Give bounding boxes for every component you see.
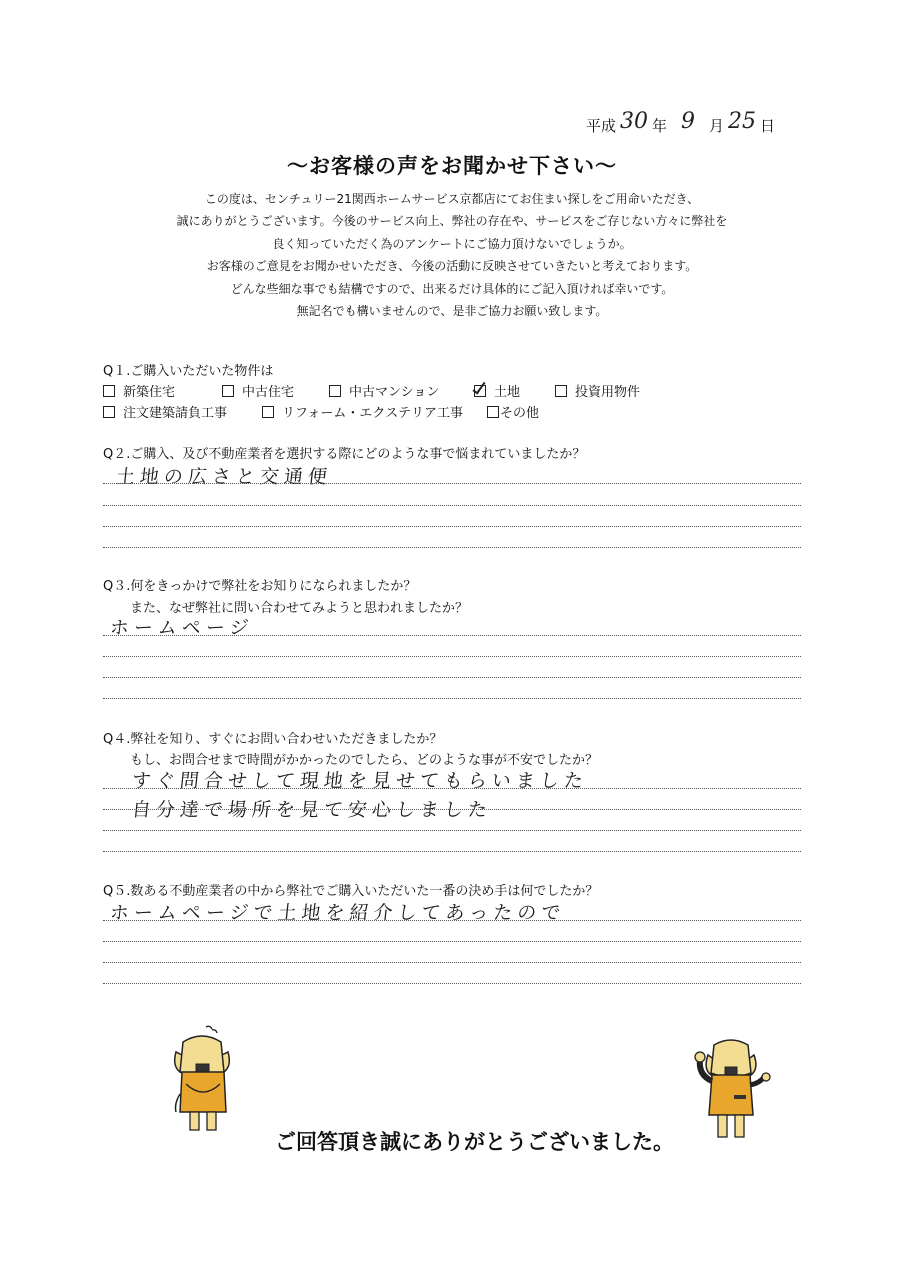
- answer-line: [103, 809, 801, 810]
- q3-question-sub: また、なぜ弊社に問い合わせてみようと思われましたか？: [130, 601, 469, 616]
- answer-line: [103, 983, 801, 984]
- q4-answer-line1: すぐ問合せして現地を見せてもらいました: [130, 770, 590, 792]
- intro-line: お客様のご意見をお聞かせいただき、今後の活動に反映させていきたいと考えております。: [206, 259, 698, 274]
- answer-line: [103, 635, 801, 636]
- mascot-dog-bowing-icon: [168, 1024, 238, 1134]
- q1-option-reform[interactable]: リフォーム・エクステリア工事: [262, 402, 463, 421]
- q2-question: Q２.ご購入、及び不動産業者を選択する際にどのような事で悩まれていましたか？: [103, 447, 586, 462]
- checkbox[interactable]: [487, 406, 499, 418]
- date-year: 30: [620, 109, 649, 134]
- date-era: 平成: [586, 117, 617, 135]
- q1-option-investment[interactable]: 投資用物件: [555, 381, 640, 400]
- date-year-unit: 年: [652, 117, 668, 135]
- page-title: ～お客様の声をお聞かせ下さい～: [287, 154, 617, 178]
- date-day: 25: [728, 109, 757, 134]
- q5-answer: ホームページで土地を紹介してあったので: [108, 902, 567, 924]
- date-day-unit: 日: [760, 117, 776, 135]
- q4-question: Q４.弊社を知り、すぐにお問い合わせいただきましたか？: [103, 732, 443, 747]
- intro-text: [0, 188, 904, 322]
- checkbox[interactable]: [262, 406, 274, 418]
- checkbox[interactable]: [555, 385, 567, 397]
- answer-line: [103, 505, 801, 506]
- q1-option-used-house[interactable]: 中古住宅: [222, 381, 294, 400]
- q5-question: Q５.数ある不動産業者の中から弊社でご購入いただいた一番の決め手は何でしたか？: [103, 884, 599, 899]
- q4-question-sub: もし、お問合せまで時間がかかったのでしたら、どのような事が不安でしたか？: [130, 753, 599, 768]
- answer-line: [103, 483, 801, 484]
- answer-line: [103, 788, 801, 789]
- date-month: 9: [681, 109, 696, 134]
- intro-line: この度は、センチュリー21関西ホームサービス京都店にてお住まい探しをご用命いただき、: [204, 192, 700, 206]
- intro-line: 誠にありがとうございます。今後のサービス向上、弊社の存在や、サービスをご存じない方々に弊社を: [176, 214, 728, 229]
- q3-question: Q３.何をきっかけで弊社をお知りになられましたか？: [103, 579, 417, 594]
- q1-option-custom-build[interactable]: 注文建築請負工事: [103, 402, 227, 421]
- checkbox[interactable]: [222, 385, 234, 397]
- mascot-dog-cheering-icon: [690, 1037, 774, 1145]
- q1-option-used-mansion[interactable]: 中古マンション: [329, 381, 439, 400]
- q1-option-land[interactable]: 土地: [474, 381, 520, 400]
- answer-line: [103, 656, 801, 657]
- answer-line: [103, 547, 801, 548]
- answer-line: [103, 962, 801, 963]
- intro-line: 良く知っていただく為のアンケートにご協力頂けないでしょうか。: [272, 236, 632, 251]
- intro-line: 無記名でも構いませんので、是非ご協力お願い致します。: [296, 304, 608, 319]
- intro-line: どんな些細な事でも結構ですので、出来るだけ具体的にご記入頂ければ幸いです。: [230, 281, 674, 296]
- q3-answer: ホームページ: [108, 617, 255, 639]
- q1-question: Q１.ご購入いただいた物件は: [103, 364, 274, 379]
- checkbox-checked[interactable]: [474, 385, 486, 397]
- answer-line: [103, 698, 801, 699]
- checkbox[interactable]: [103, 385, 115, 397]
- answer-line: [103, 851, 801, 852]
- date-month-unit: 月: [709, 117, 725, 135]
- q4-answer-line2: 自分達で場所を見て安心しました: [130, 799, 494, 821]
- checkbox[interactable]: [103, 406, 115, 418]
- answer-line: [103, 677, 801, 678]
- answer-line: [103, 830, 801, 831]
- answer-line: [103, 526, 801, 527]
- checkbox[interactable]: [329, 385, 341, 397]
- date: [586, 109, 776, 137]
- q1-option-new-house[interactable]: 新築住宅: [103, 381, 175, 400]
- closing-message: ご回答頂き誠にありがとうございました。: [275, 1130, 674, 1154]
- q1-option-other[interactable]: その他: [487, 402, 539, 421]
- q2-answer: 土地の広さと交通便: [114, 466, 334, 488]
- answer-line: [103, 920, 801, 921]
- answer-line: [103, 941, 801, 942]
